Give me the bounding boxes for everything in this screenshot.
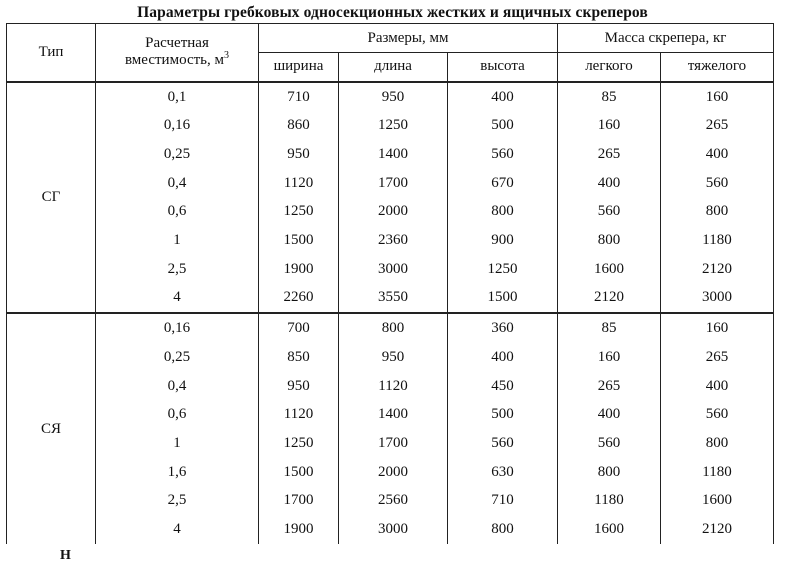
table-cell: 710 bbox=[448, 486, 558, 515]
table-cell: 1400 bbox=[339, 400, 448, 429]
table-cell: 265 bbox=[558, 372, 661, 401]
table-cell: 160 bbox=[558, 343, 661, 372]
table-body bbox=[7, 82, 774, 544]
table-cell: 1900 bbox=[259, 255, 339, 284]
table-row bbox=[7, 226, 774, 255]
table-cell: 560 bbox=[558, 429, 661, 458]
table-cell: 400 bbox=[558, 169, 661, 198]
header-heavy: тяжелого bbox=[661, 53, 774, 82]
table-cell: 3000 bbox=[661, 283, 774, 313]
table-cell: 900 bbox=[448, 226, 558, 255]
table-row bbox=[7, 140, 774, 169]
table-cell: 560 bbox=[661, 400, 774, 429]
table-cell: 1,6 bbox=[96, 458, 259, 487]
table-cell: 3000 bbox=[339, 515, 448, 544]
footnote: Н bbox=[60, 548, 71, 563]
table-cell: 265 bbox=[558, 140, 661, 169]
table-cell: 2560 bbox=[339, 486, 448, 515]
table-cell: 1250 bbox=[259, 429, 339, 458]
table-row bbox=[7, 283, 774, 313]
scraper-parameters-table bbox=[6, 23, 774, 544]
table-cell: 400 bbox=[558, 400, 661, 429]
table-cell: 560 bbox=[661, 169, 774, 198]
table-cell: 1400 bbox=[339, 140, 448, 169]
table-title: Параметры гребковых односекционных жестких и ящичных скреперов bbox=[137, 4, 648, 21]
table-cell: 2000 bbox=[339, 458, 448, 487]
table-cell: 0,4 bbox=[96, 169, 259, 198]
table-cell: 1120 bbox=[339, 372, 448, 401]
table-cell: 710 bbox=[259, 82, 339, 112]
table-row bbox=[7, 313, 774, 343]
table-row bbox=[7, 400, 774, 429]
table-cell: 400 bbox=[661, 372, 774, 401]
type-cell: СГ bbox=[7, 82, 96, 314]
table-cell: 1500 bbox=[448, 283, 558, 313]
table-cell: 1700 bbox=[339, 429, 448, 458]
header-height: высота bbox=[448, 53, 558, 82]
table-cell: 160 bbox=[661, 313, 774, 343]
table-cell: 1 bbox=[96, 429, 259, 458]
table-cell: 3000 bbox=[339, 255, 448, 284]
table-row bbox=[7, 515, 774, 544]
header-sizes: Размеры, мм bbox=[259, 24, 558, 53]
header-capacity-line1: Расчетная bbox=[145, 35, 209, 52]
table-cell: 1900 bbox=[259, 515, 339, 544]
header-capacity-sup: 3 bbox=[224, 50, 229, 62]
table-row bbox=[7, 82, 774, 112]
table-cell: 950 bbox=[259, 372, 339, 401]
table-cell: 0,4 bbox=[96, 372, 259, 401]
table-cell: 1180 bbox=[661, 226, 774, 255]
table-cell: 630 bbox=[448, 458, 558, 487]
table-cell: 2000 bbox=[339, 197, 448, 226]
table-cell: 950 bbox=[339, 82, 448, 112]
table-cell: 85 bbox=[558, 313, 661, 343]
table-cell: 1250 bbox=[448, 255, 558, 284]
table-cell: 500 bbox=[448, 400, 558, 429]
table-cell: 800 bbox=[558, 226, 661, 255]
table-cell: 1500 bbox=[259, 226, 339, 255]
table-cell: 1600 bbox=[558, 515, 661, 544]
table-row bbox=[7, 343, 774, 372]
header-type: Тип bbox=[7, 24, 96, 82]
table-cell: 1120 bbox=[259, 169, 339, 198]
table-cell: 0,16 bbox=[96, 313, 259, 343]
table-cell: 1700 bbox=[259, 486, 339, 515]
table-cell: 950 bbox=[339, 343, 448, 372]
table-cell: 1500 bbox=[259, 458, 339, 487]
table-cell: 1120 bbox=[259, 400, 339, 429]
table-cell: 2260 bbox=[259, 283, 339, 313]
table-cell: 0,25 bbox=[96, 343, 259, 372]
table-cell: 400 bbox=[661, 140, 774, 169]
table-cell: 700 bbox=[259, 313, 339, 343]
table-cell: 450 bbox=[448, 372, 558, 401]
header-mass: Масса скрепера, кг bbox=[558, 24, 774, 53]
table-cell: 1700 bbox=[339, 169, 448, 198]
table-cell: 500 bbox=[448, 111, 558, 140]
table-cell: 800 bbox=[448, 197, 558, 226]
type-cell: СЯ bbox=[7, 313, 96, 544]
table-cell: 860 bbox=[259, 111, 339, 140]
table-cell: 2120 bbox=[661, 515, 774, 544]
table-cell: 1250 bbox=[259, 197, 339, 226]
header-length: длина bbox=[339, 53, 448, 82]
table-cell: 2360 bbox=[339, 226, 448, 255]
header-light: легкого bbox=[558, 53, 661, 82]
table-cell: 0,6 bbox=[96, 400, 259, 429]
table-cell: 800 bbox=[558, 458, 661, 487]
table-cell: 0,16 bbox=[96, 111, 259, 140]
table-cell: 1600 bbox=[661, 486, 774, 515]
table-cell: 0,25 bbox=[96, 140, 259, 169]
table-cell: 0,6 bbox=[96, 197, 259, 226]
table-cell: 950 bbox=[259, 140, 339, 169]
table-row bbox=[7, 372, 774, 401]
table-cell: 800 bbox=[661, 197, 774, 226]
table-cell: 1250 bbox=[339, 111, 448, 140]
table-row bbox=[7, 255, 774, 284]
header-capacity bbox=[96, 24, 259, 82]
header-capacity-line2: вместимость, м bbox=[124, 52, 224, 69]
table-row bbox=[7, 458, 774, 487]
table-row bbox=[7, 486, 774, 515]
table-cell: 850 bbox=[259, 343, 339, 372]
table-cell: 265 bbox=[661, 111, 774, 140]
table-row bbox=[7, 111, 774, 140]
table-cell: 400 bbox=[448, 82, 558, 112]
table-cell: 800 bbox=[339, 313, 448, 343]
table-cell: 800 bbox=[661, 429, 774, 458]
table-cell: 3550 bbox=[339, 283, 448, 313]
table-cell: 560 bbox=[448, 140, 558, 169]
table-cell: 800 bbox=[448, 515, 558, 544]
table-cell: 1180 bbox=[661, 458, 774, 487]
table-cell: 4 bbox=[96, 515, 259, 544]
table-cell: 1 bbox=[96, 226, 259, 255]
table-cell: 400 bbox=[448, 343, 558, 372]
table-cell: 2120 bbox=[558, 283, 661, 313]
table-cell: 1600 bbox=[558, 255, 661, 284]
table-cell: 2,5 bbox=[96, 255, 259, 284]
table-row bbox=[7, 169, 774, 198]
table-cell: 265 bbox=[661, 343, 774, 372]
table-row bbox=[7, 429, 774, 458]
table-cell: 670 bbox=[448, 169, 558, 198]
table-cell: 2,5 bbox=[96, 486, 259, 515]
table-cell: 160 bbox=[661, 82, 774, 112]
table-cell: 560 bbox=[448, 429, 558, 458]
header-width: ширина bbox=[259, 53, 339, 82]
table-cell: 2120 bbox=[661, 255, 774, 284]
table-cell: 1180 bbox=[558, 486, 661, 515]
table-cell: 0,1 bbox=[96, 82, 259, 112]
table-cell: 85 bbox=[558, 82, 661, 112]
table-row bbox=[7, 197, 774, 226]
table-cell: 560 bbox=[558, 197, 661, 226]
table-cell: 360 bbox=[448, 313, 558, 343]
table-cell: 160 bbox=[558, 111, 661, 140]
table-cell: 4 bbox=[96, 283, 259, 313]
